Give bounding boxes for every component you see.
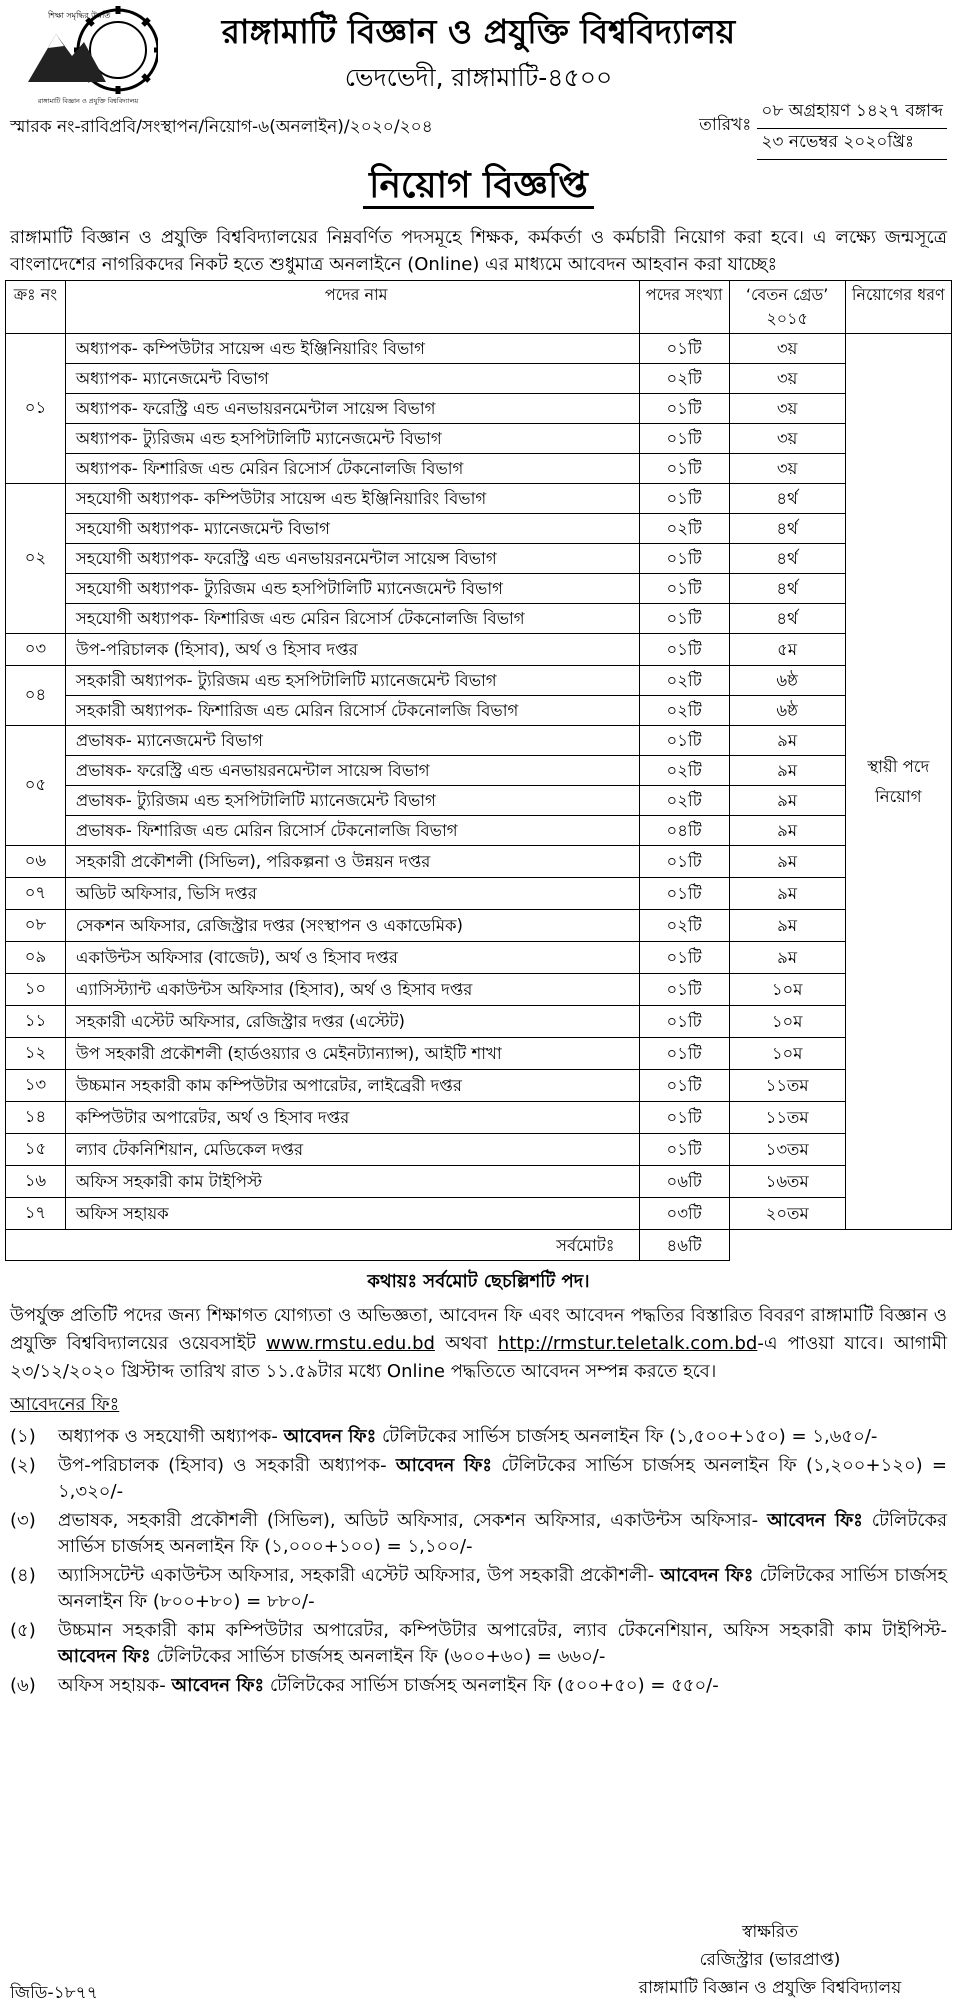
cell-pay-grade: ৯ম bbox=[729, 878, 845, 910]
table-row bbox=[6, 1070, 952, 1102]
cell-post-name: সহকারী এস্টেট অফিসার, রেজিস্ট্রার দপ্তর (এস্টেট) bbox=[65, 1006, 639, 1038]
fee-item-posts: উপ-পরিচালক (হিসাব) ও সহকারী অধ্যাপক- bbox=[58, 1455, 387, 1476]
table-row bbox=[6, 604, 952, 634]
table-row bbox=[6, 786, 952, 816]
fee-item-text bbox=[58, 1453, 947, 1505]
table-row bbox=[6, 1134, 952, 1166]
fee-item-text bbox=[58, 1673, 947, 1699]
fee-item bbox=[0, 1450, 957, 1505]
fee-item-label: আবেদন ফিঃ bbox=[660, 1565, 754, 1586]
cell-post-count: ০১টি bbox=[639, 604, 729, 634]
notice-title-text: নিয়োগ বিজ্ঞপ্তি bbox=[363, 165, 594, 209]
table-row bbox=[6, 846, 952, 878]
fee-item-number: (২) bbox=[10, 1455, 36, 1476]
header-post-name: পদের নাম bbox=[65, 281, 639, 334]
fee-item bbox=[0, 1560, 957, 1615]
cell-post-name: অধ্যাপক- কম্পিউটার সায়েন্স এন্ড ইঞ্জিনিয়ারিং বিভাগ bbox=[65, 334, 639, 364]
cell-post-count: ০১টি bbox=[639, 846, 729, 878]
fee-item-text bbox=[58, 1563, 947, 1615]
cell-serial: ০৪ bbox=[6, 666, 66, 726]
cell-serial: ১০ bbox=[6, 974, 66, 1006]
cell-post-count: ০১টি bbox=[639, 1102, 729, 1134]
cell-post-name: অডিট অফিসার, ভিসি দপ্তর bbox=[65, 878, 639, 910]
table-row bbox=[6, 394, 952, 424]
cell-post-name: একাউন্টস অফিসার (বাজেট), অর্থ ও হিসাব দপ্তর bbox=[65, 942, 639, 974]
posts-table bbox=[5, 280, 952, 1261]
total-in-words: কথায়ঃ সর্বমোট ছেচল্লিশটি পদ। bbox=[367, 1271, 590, 1292]
cell-serial: ১৬ bbox=[6, 1166, 66, 1198]
fee-item-label: আবেদন ফিঃ bbox=[171, 1675, 265, 1696]
cell-post-name: সহকারী অধ্যাপক- ফিশারিজ এন্ড মেরিন রিসোর্স টেকনোলজি বিভাগ bbox=[65, 696, 639, 726]
cell-post-count: ০১টি bbox=[639, 334, 729, 364]
cell-serial: ০৬ bbox=[6, 846, 66, 878]
cell-pay-grade: ৯ম bbox=[729, 726, 845, 756]
fee-item-amount: টেলিটকের সার্ভিস চার্জসহ অনলাইন ফি (৮০০+৮০) = ৮৮০/- bbox=[58, 1565, 947, 1612]
cell-pay-grade: ১১তম bbox=[729, 1102, 845, 1134]
gd-number: জিডি-১৮৭৭ bbox=[10, 1983, 98, 2003]
cell-pay-grade: ৪র্থ bbox=[729, 514, 845, 544]
cell-serial: ১১ bbox=[6, 1006, 66, 1038]
cell-serial: ১৭ bbox=[6, 1198, 66, 1230]
date-bangla: ০৮ অগ্রহায়ণ ১৪২৭ বঙ্গাব্দ bbox=[757, 98, 947, 129]
cell-serial: ০৭ bbox=[6, 878, 66, 910]
letterhead bbox=[0, 0, 957, 152]
cell-pay-grade: ৬ষ্ঠ bbox=[729, 696, 845, 726]
cell-post-name: সেকশন অফিসার, রেজিস্ট্রার দপ্তর (সংস্থাপন ও একাডেমিক) bbox=[65, 910, 639, 942]
cell-post-name: অধ্যাপক- ট্যুরিজম এন্ড হসপিটালিটি ম্যানেজমেন্ট বিভাগ bbox=[65, 424, 639, 454]
cell-serial: ১৩ bbox=[6, 1070, 66, 1102]
table-row bbox=[6, 364, 952, 394]
university-name: রাঙ্গামাটি বিজ্ঞান ও প্রযুক্তি বিশ্ববিদ্যালয় bbox=[221, 12, 736, 51]
cell-post-count: ০১টি bbox=[639, 1038, 729, 1070]
table-row bbox=[6, 424, 952, 454]
date-block bbox=[699, 98, 947, 160]
fee-item-amount: টেলিটকের সার্ভিস চার্জসহ অনলাইন ফি (৬০০+৬০) = ৬৬০/- bbox=[156, 1646, 606, 1667]
header-pay-grade: ‘বেতন গ্রেড’ ২০১৫ bbox=[729, 281, 845, 334]
cell-post-name: সহযোগী অধ্যাপক- ম্যানেজমেন্ট বিভাগ bbox=[65, 514, 639, 544]
fee-item bbox=[0, 1615, 957, 1670]
cell-post-name: উপ সহকারী প্রকৌশলী (হার্ডওয়্যার ও মেইনট্যান্যান্স), আইটি শাখা bbox=[65, 1038, 639, 1070]
cell-serial: ০১ bbox=[6, 334, 66, 484]
cell-pay-grade: ১০ম bbox=[729, 1006, 845, 1038]
cell-post-name: সহকারী অধ্যাপক- ট্যুরিজম এন্ড হসপিটালিটি ম্যানেজমেন্ট বিভাগ bbox=[65, 666, 639, 696]
cell-post-count: ০২টি bbox=[639, 756, 729, 786]
table-row bbox=[6, 1102, 952, 1134]
logo-motto: শিক্ষা সমৃদ্ধির উন্নতি bbox=[48, 11, 111, 20]
cell-post-count: ০২টি bbox=[639, 910, 729, 942]
cell-pay-grade: ৪র্থ bbox=[729, 544, 845, 574]
university-address: ভেদভেদী, রাঙ্গামাটি-৪৫০০ bbox=[344, 63, 613, 92]
cell-post-count: ০১টি bbox=[639, 574, 729, 604]
total-row bbox=[6, 1230, 952, 1261]
signatory-designation: রেজিস্ট্রার (ভারপ্রাপ্ত) bbox=[699, 1950, 841, 1970]
cell-post-name: কম্পিউটার অপারেটর, অর্থ ও হিসাব দপ্তর bbox=[65, 1102, 639, 1134]
table-row bbox=[6, 514, 952, 544]
fee-item bbox=[0, 1421, 957, 1450]
cell-pay-grade: ৫ম bbox=[729, 634, 845, 666]
fee-item-text bbox=[58, 1508, 947, 1560]
cell-post-count: ০২টি bbox=[639, 696, 729, 726]
cell-post-count: ০১টি bbox=[639, 424, 729, 454]
cell-serial: ০৩ bbox=[6, 634, 66, 666]
cell-post-name: অফিস সহায়ক bbox=[65, 1198, 639, 1230]
cell-pay-grade: ৩য় bbox=[729, 424, 845, 454]
table-row bbox=[6, 666, 952, 696]
table-row bbox=[6, 726, 952, 756]
fee-item-label: আবেদন ফিঃ bbox=[58, 1646, 151, 1667]
table-row bbox=[6, 1038, 952, 1070]
table-row bbox=[6, 878, 952, 910]
table-row bbox=[6, 756, 952, 786]
cell-post-count: ০১টি bbox=[639, 484, 729, 514]
cell-post-count: ০১টি bbox=[639, 394, 729, 424]
cell-pay-grade: ৩য় bbox=[729, 394, 845, 424]
details-text-2: অথবা bbox=[445, 1333, 488, 1354]
fee-item-number: (৫) bbox=[10, 1620, 36, 1641]
cell-pay-grade: ৯ম bbox=[729, 910, 845, 942]
fee-item-amount: টেলিটকের সার্ভিস চার্জসহ অনলাইন ফি (১,০০০+১০০) = ১,১০০/- bbox=[58, 1510, 947, 1557]
fee-item-number: (৬) bbox=[10, 1675, 36, 1696]
table-row bbox=[6, 334, 952, 364]
table-header-row bbox=[6, 281, 952, 334]
table-row bbox=[6, 454, 952, 484]
cell-post-count: ০৩টি bbox=[639, 1198, 729, 1230]
cell-post-count: ০১টি bbox=[639, 634, 729, 666]
cell-post-count: ০৬টি bbox=[639, 1166, 729, 1198]
signed-label: স্বাক্ষরিত bbox=[741, 1922, 799, 1942]
cell-pay-grade: ৯ম bbox=[729, 756, 845, 786]
fee-item-posts: অফিস সহায়ক- bbox=[58, 1675, 166, 1696]
cell-serial: ১৪ bbox=[6, 1102, 66, 1134]
cell-pay-grade: ৪র্থ bbox=[729, 574, 845, 604]
cell-post-name: অধ্যাপক- ফরেস্ট্রি এন্ড এনভায়রনমেন্টাল সায়েন্স বিভাগ bbox=[65, 394, 639, 424]
cell-post-name: সহকারী প্রকৌশলী (সিভিল), পরিকল্পনা ও উন্নয়ন দপ্তর bbox=[65, 846, 639, 878]
cell-post-count: ০১টি bbox=[639, 878, 729, 910]
table-row bbox=[6, 910, 952, 942]
date-label: তারিখঃ bbox=[699, 115, 752, 135]
cell-post-name: সহযোগী অধ্যাপক- ট্যুরিজম এন্ড হসপিটালিটি ম্যানেজমেন্ট বিভাগ bbox=[65, 574, 639, 604]
cell-post-name: এ্যাসিস্ট্যান্ট একাউন্টস অফিসার (হিসাব), অর্থ ও হিসাব দপ্তর bbox=[65, 974, 639, 1006]
table-row bbox=[6, 634, 952, 666]
cell-post-name: প্রভাষক- ম্যানেজমেন্ট বিভাগ bbox=[65, 726, 639, 756]
fee-item-posts: প্রভাষক, সহকারী প্রকৌশলী (সিভিল), অডিট অফিসার, সেকশন অফিসার, একাউন্টস অফিসার- bbox=[58, 1510, 759, 1531]
cell-post-count: ০২টি bbox=[639, 514, 729, 544]
cell-pay-grade: ১৬তম bbox=[729, 1166, 845, 1198]
cell-pay-grade: ৬ষ্ঠ bbox=[729, 666, 845, 696]
cell-pay-grade: ৯ম bbox=[729, 786, 845, 816]
cell-post-count: ০১টি bbox=[639, 974, 729, 1006]
cell-appointment-type: স্থায়ী পদে নিয়োগ bbox=[845, 334, 951, 1230]
details-text-1: উপর্যুক্ত প্রতিটি পদের জন্য শিক্ষাগত যোগ্যতা ও অভিজ্ঞতা, আবেদন ফি এবং আবেদন পদ্ধতির বিস্তারিত বিবরণ রাঙ্গামাটি বিজ্ঞান ও প্রযুক্তি বিশ্ববিদ্যালয়ের ওয়েবসাইট bbox=[10, 1305, 947, 1354]
cell-post-name: সহযোগী অধ্যাপক- কম্পিউটার সায়েন্স এন্ড ইঞ্জিনিয়ারিং বিভাগ bbox=[65, 484, 639, 514]
cell-pay-grade: ৯ম bbox=[729, 816, 845, 846]
cell-pay-grade: ১০ম bbox=[729, 1038, 845, 1070]
cell-post-count: ০১টি bbox=[639, 1134, 729, 1166]
cell-pay-grade: ৪র্থ bbox=[729, 484, 845, 514]
cell-serial: ১২ bbox=[6, 1038, 66, 1070]
fee-item-label: আবেদন ফিঃ bbox=[767, 1510, 863, 1531]
cell-post-name: সহযোগী অধ্যাপক- ফিশারিজ এন্ড মেরিন রিসোর্স টেকনোলজি বিভাগ bbox=[65, 604, 639, 634]
table-row bbox=[6, 1166, 952, 1198]
cell-pay-grade: ১৩তম bbox=[729, 1134, 845, 1166]
total-value: ৪৬টি bbox=[639, 1230, 729, 1261]
website-link[interactable]: www.rmstu.edu.bd bbox=[266, 1333, 435, 1354]
fee-item bbox=[0, 1505, 957, 1560]
cell-post-count: ০২টি bbox=[639, 786, 729, 816]
table-row bbox=[6, 574, 952, 604]
date-english: ২৩ নভেম্বর ২০২০খ্রিঃ bbox=[757, 129, 947, 160]
cell-serial: ০৮ bbox=[6, 910, 66, 942]
fees-list bbox=[0, 1421, 957, 1699]
cell-post-name: উচ্চমান সহকারী কাম কম্পিউটার অপারেটর, লাইব্রেরী দপ্তর bbox=[65, 1070, 639, 1102]
cell-post-name: অফিস সহকারী কাম টাইপিস্ট bbox=[65, 1166, 639, 1198]
fee-item-text bbox=[58, 1618, 947, 1670]
cell-post-count: ০১টি bbox=[639, 1006, 729, 1038]
table-row bbox=[6, 696, 952, 726]
cell-pay-grade: ৩য় bbox=[729, 454, 845, 484]
cell-post-name: উপ-পরিচালক (হিসাব), অর্থ ও হিসাব দপ্তর bbox=[65, 634, 639, 666]
cell-serial: ১৫ bbox=[6, 1134, 66, 1166]
fee-item bbox=[0, 1670, 957, 1699]
cell-pay-grade: ৯ম bbox=[729, 846, 845, 878]
table-row bbox=[6, 1198, 952, 1230]
cell-serial: ০৫ bbox=[6, 726, 66, 846]
intro-paragraph: রাঙ্গামাটি বিজ্ঞান ও প্রযুক্তি বিশ্ববিদ্যালয়ের নিম্নবর্ণিত পদসমূহে শিক্ষক, কর্মকর্তা ও কর্মচারী নিয়োগ করা হবে। এ লক্ষ্যে জন্মসূত্রে বাংলাদেশের নাগরিকদের নিকট হতে শুধুমাত্র অনলাইনে (Online) এর মাধ্যমে আবেদন আহবান করা যাচ্ছেঃ bbox=[10, 227, 947, 275]
cell-pay-grade: ১০ম bbox=[729, 974, 845, 1006]
signature-block bbox=[600, 1918, 940, 2002]
cell-pay-grade: ৪র্থ bbox=[729, 604, 845, 634]
fee-item-amount: টেলিটকের সার্ভিস চার্জসহ অনলাইন ফি (১,২০০+১২০) = ১,৩২০/- bbox=[58, 1455, 947, 1502]
header-serial: ক্রঃ নং bbox=[6, 281, 66, 334]
cell-serial: ০৯ bbox=[6, 942, 66, 974]
fee-item-number: (৪) bbox=[10, 1565, 36, 1586]
cell-post-count: ০১টি bbox=[639, 544, 729, 574]
fee-item-posts: অ্যাসিসটেন্ট একাউন্টস অফিসার, সহকারী এস্টেট অফিসার, উপ সহকারী প্রকৌশলী- bbox=[58, 1565, 655, 1586]
cell-post-name: প্রভাষক- ফরেস্ট্রি এন্ড এনভায়রনমেন্টাল সায়েন্স বিভাগ bbox=[65, 756, 639, 786]
fee-item-number: (৩) bbox=[10, 1510, 36, 1531]
total-empty bbox=[729, 1230, 951, 1261]
cell-post-count: ০২টি bbox=[639, 666, 729, 696]
cell-post-count: ০১টি bbox=[639, 1070, 729, 1102]
cell-post-count: ০২টি bbox=[639, 364, 729, 394]
fee-item-label: আবেদন ফিঃ bbox=[283, 1426, 377, 1447]
fees-title: আবেদনের ফিঃ bbox=[10, 1394, 120, 1415]
cell-post-name: অধ্যাপক- ম্যানেজমেন্ট বিভাগ bbox=[65, 364, 639, 394]
total-label: সর্বমোটঃ bbox=[6, 1230, 640, 1261]
cell-pay-grade: ৩য় bbox=[729, 334, 845, 364]
fee-item-amount: টেলিটকের সার্ভিস চার্জসহ অনলাইন ফি (১,৫০০+১৫০) = ১,৬৫০/- bbox=[381, 1426, 878, 1447]
header-appointment-type: নিয়োগের ধরণ bbox=[845, 281, 951, 334]
cell-pay-grade: ১১তম bbox=[729, 1070, 845, 1102]
cell-post-name: অধ্যাপক- ফিশারিজ এন্ড মেরিন রিসোর্স টেকনোলজি বিভাগ bbox=[65, 454, 639, 484]
cell-post-count: ০১টি bbox=[639, 942, 729, 974]
memo-number: স্মারক নং-রাবিপ্রবি/সংস্থাপন/নিয়োগ-৬(অনলাইন)/২০২০/২০৪ bbox=[10, 117, 433, 137]
table-row bbox=[6, 484, 952, 514]
fee-item-amount: টেলিটকের সার্ভিস চার্জসহ অনলাইন ফি (৫০০+৫০) = ৫৫০/- bbox=[269, 1675, 719, 1696]
fee-item-number: (১) bbox=[10, 1426, 36, 1447]
table-row bbox=[6, 942, 952, 974]
fee-item-label: আবেদন ফিঃ bbox=[395, 1455, 492, 1476]
cell-serial: ০২ bbox=[6, 484, 66, 634]
cell-pay-grade: ৯ম bbox=[729, 942, 845, 974]
notice-title bbox=[0, 158, 957, 218]
cell-pay-grade: ২০তম bbox=[729, 1198, 845, 1230]
cell-post-name: সহযোগী অধ্যাপক- ফরেস্ট্রি এন্ড এনভায়রনমেন্টাল সায়েন্স বিভাগ bbox=[65, 544, 639, 574]
fee-item-text bbox=[58, 1424, 947, 1450]
table-row bbox=[6, 1006, 952, 1038]
details-text-3: -এ পাওয়া যাবে। আগামী ২৩/১২/২০২০ খ্রিস্টাব্দ তারিখ রাত ১১.৫৯টার মধ্যে Online পদ্ধতিতে আবেদন সম্পন্ন করতে হবে। bbox=[10, 1333, 947, 1382]
cell-post-count: ০১টি bbox=[639, 454, 729, 484]
cell-pay-grade: ৩য় bbox=[729, 364, 845, 394]
table-row bbox=[6, 974, 952, 1006]
details-paragraph bbox=[0, 1298, 957, 1386]
fee-item-posts: উচ্চমান সহকারী কাম কম্পিউটার অপারেটর, কম্পিউটার অপারেটর, ল্যাব টেকনেশিয়ান, অফিস সহকারী কাম টাইপিস্ট- bbox=[58, 1620, 947, 1641]
logo-caption: রাঙ্গামাটি বিজ্ঞান ও প্রযুক্তি বিশ্ববিদ্যালয় bbox=[37, 97, 139, 105]
table-row bbox=[6, 544, 952, 574]
cell-post-count: ০১টি bbox=[639, 726, 729, 756]
teletalk-link[interactable]: http://rmstur.teletalk.com.bd bbox=[497, 1333, 758, 1354]
table-row bbox=[6, 816, 952, 846]
fee-item-posts: অধ্যাপক ও সহযোগী অধ্যাপক- bbox=[58, 1426, 278, 1447]
cell-post-name: প্রভাষক- ফিশারিজ এন্ড মেরিন রিসোর্স টেকনোলজি বিভাগ bbox=[65, 816, 639, 846]
cell-post-name: প্রভাষক- ট্যুরিজম এন্ড হসপিটালিটি ম্যানেজমেন্ট বিভাগ bbox=[65, 786, 639, 816]
cell-post-name: ল্যাব টেকনিশিয়ান, মেডিকেল দপ্তর bbox=[65, 1134, 639, 1166]
header-post-count: পদের সংখ্যা bbox=[639, 281, 729, 334]
signatory-organization: রাঙ্গামাটি বিজ্ঞান ও প্রযুক্তি বিশ্ববিদ্যালয় bbox=[638, 1978, 902, 1998]
cell-post-count: ০৪টি bbox=[639, 816, 729, 846]
